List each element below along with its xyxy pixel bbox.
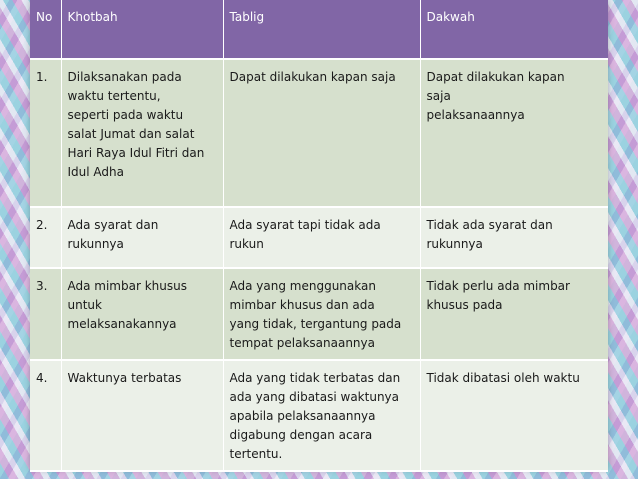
cell-tablig-text: Dapat dilakukan kapan saja xyxy=(229,70,396,84)
header-dakwah: Dakwah xyxy=(420,0,608,59)
cell-khotbah-text: Waktunya terbatas xyxy=(67,371,182,385)
header-no: No xyxy=(30,0,61,59)
table-row xyxy=(30,207,608,268)
cell-dakwah xyxy=(420,59,608,207)
cell-dakwah xyxy=(420,207,608,268)
cell-dakwah-text: Tidak ada syarat dan rukunnya xyxy=(426,218,553,251)
cell-khotbah xyxy=(61,360,223,471)
cell-tablig xyxy=(223,268,420,360)
cell-tablig-text: Ada syarat tapi tidak ada rukun xyxy=(229,218,381,251)
cell-khotbah-text: Dilaksanakan pada waktu tertentu, seperti pada waktu salat Jumat dan salat Hari Raya Idul Fitri dan Idul Adha xyxy=(67,70,205,179)
cell-no-text: 4. xyxy=(36,371,48,385)
comparison-table xyxy=(30,0,608,472)
cell-no xyxy=(30,207,61,268)
cell-dakwah-text: Tidak perlu ada mimbar khusus pada xyxy=(426,279,570,312)
cell-khotbah-text: Ada syarat dan rukunnya xyxy=(67,218,159,251)
table-row xyxy=(30,268,608,360)
cell-khotbah xyxy=(61,59,223,207)
header-tablig: Tablig xyxy=(223,0,420,59)
table-row xyxy=(30,59,608,207)
cell-khotbah-text: Ada mimbar khusus untuk melaksanakannya xyxy=(67,279,187,331)
cell-tablig xyxy=(223,59,420,207)
comparison-table-container xyxy=(30,0,608,470)
table-row xyxy=(30,360,608,471)
table-header-row xyxy=(30,0,608,59)
cell-no-text: 3. xyxy=(36,279,48,293)
cell-no xyxy=(30,360,61,471)
cell-tablig xyxy=(223,360,420,471)
cell-no-text: 1. xyxy=(36,70,48,84)
cell-dakwah xyxy=(420,268,608,360)
cell-dakwah-text: Tidak dibatasi oleh waktu xyxy=(426,371,580,385)
cell-no xyxy=(30,268,61,360)
cell-khotbah xyxy=(61,207,223,268)
cell-dakwah-text: Dapat dilakukan kapan saja pelaksanaannya xyxy=(426,70,565,122)
cell-tablig-text: Ada yang tidak terbatas dan ada yang dibatasi waktunya apabila pelaksanaannya digabung dengan acara tertentu. xyxy=(229,371,401,461)
cell-khotbah xyxy=(61,268,223,360)
header-khotbah: Khotbah xyxy=(61,0,223,59)
cell-no-text: 2. xyxy=(36,218,48,232)
cell-tablig-text: Ada yang menggunakan mimbar khusus dan ada yang tidak, tergantung pada tempat pelaksanaannya xyxy=(229,279,402,350)
cell-dakwah xyxy=(420,360,608,471)
cell-no xyxy=(30,59,61,207)
cell-tablig xyxy=(223,207,420,268)
